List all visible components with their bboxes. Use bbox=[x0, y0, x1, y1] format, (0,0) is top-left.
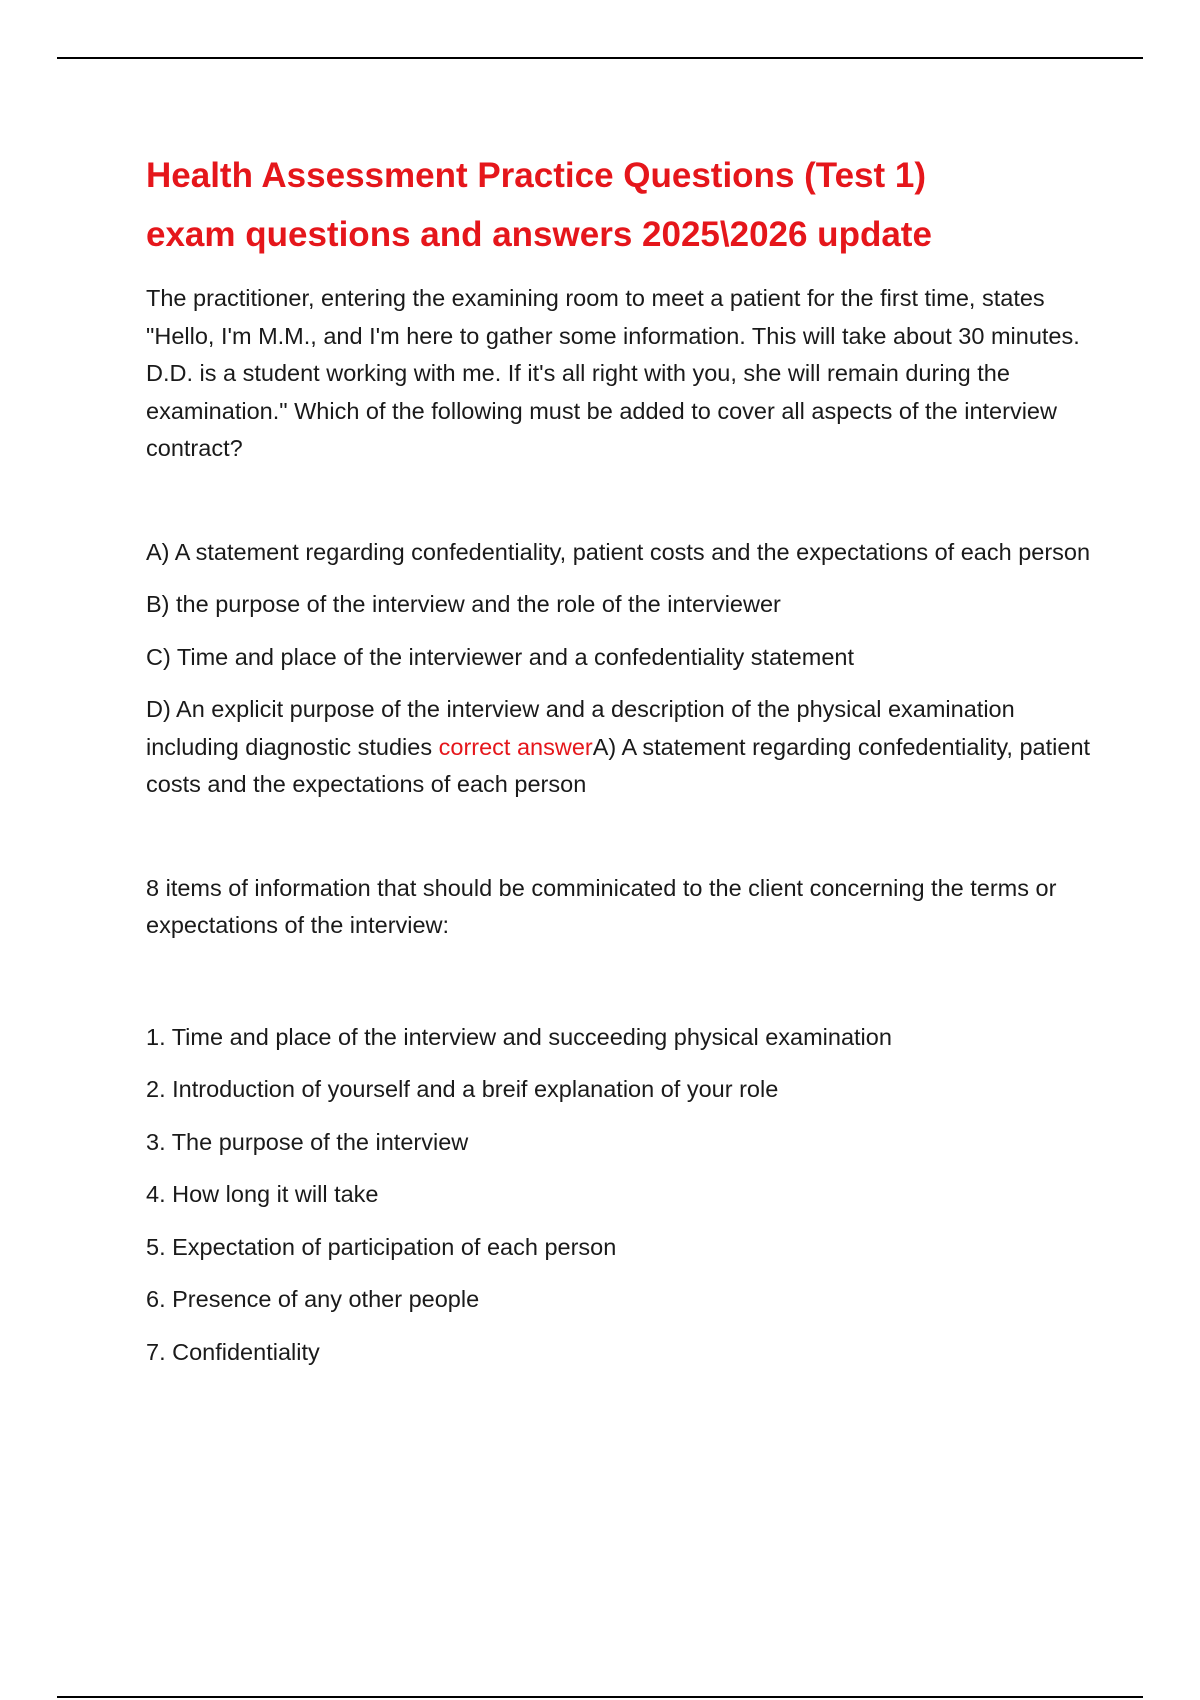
list-item: 5. Expectation of participation of each person bbox=[146, 1233, 617, 1260]
info-list bbox=[146, 1019, 1096, 1372]
document-body bbox=[146, 146, 1096, 1386]
answer-options bbox=[146, 534, 1096, 804]
correct-answer-text: A) A statement regarding confedentiality, patient costs and the expectations of each person bbox=[146, 733, 1091, 797]
option-c: C) Time and place of the interviewer and a confedentiality statement bbox=[146, 643, 854, 670]
option-a: A) A statement regarding confedentiality, patient costs and the expectations of each person bbox=[146, 538, 1091, 565]
footer-rule bbox=[57, 1696, 1143, 1698]
question-text: The practitioner, entering the examining room to meet a patient for the first time, states "Hello, I'm M.M., and I'm here to gather some information. This will take about 30 minutes. D.D. is a student working with me. If it's all right with you, she will remain during the examination." Which of the following must be added to cover all aspects of the interview contract? bbox=[146, 285, 1080, 461]
list-item: 4. How long it will take bbox=[146, 1181, 379, 1207]
option-d-text: D) An explicit purpose of the interview and a description of the physical examination including diagnostic studies bbox=[146, 696, 1015, 760]
list-item: 2. Introduction of yourself and a breif explanation of your role bbox=[146, 1076, 779, 1102]
title-line-1: Health Assessment Practice Questions (Test 1) bbox=[146, 156, 926, 195]
title-line-2: exam questions and answers 2025\2026 update bbox=[146, 215, 932, 254]
list-item: 1. Time and place of the interview and succeeding physical examination bbox=[146, 1023, 892, 1050]
info-heading: 8 items of information that should be comminicated to the client concerning the terms or expectations of the interview: bbox=[146, 874, 1057, 938]
list-item: 7. Confidentiality bbox=[146, 1338, 320, 1365]
option-b: B) the purpose of the interview and the role of the interviewer bbox=[146, 591, 781, 617]
header-rule bbox=[57, 57, 1143, 59]
list-item: 6. Presence of any other people bbox=[146, 1286, 480, 1312]
correct-answer-label: correct answer bbox=[438, 733, 593, 760]
option-d bbox=[146, 691, 1096, 804]
document-title bbox=[146, 146, 1096, 264]
list-item: 3. The purpose of the interview bbox=[146, 1128, 469, 1155]
